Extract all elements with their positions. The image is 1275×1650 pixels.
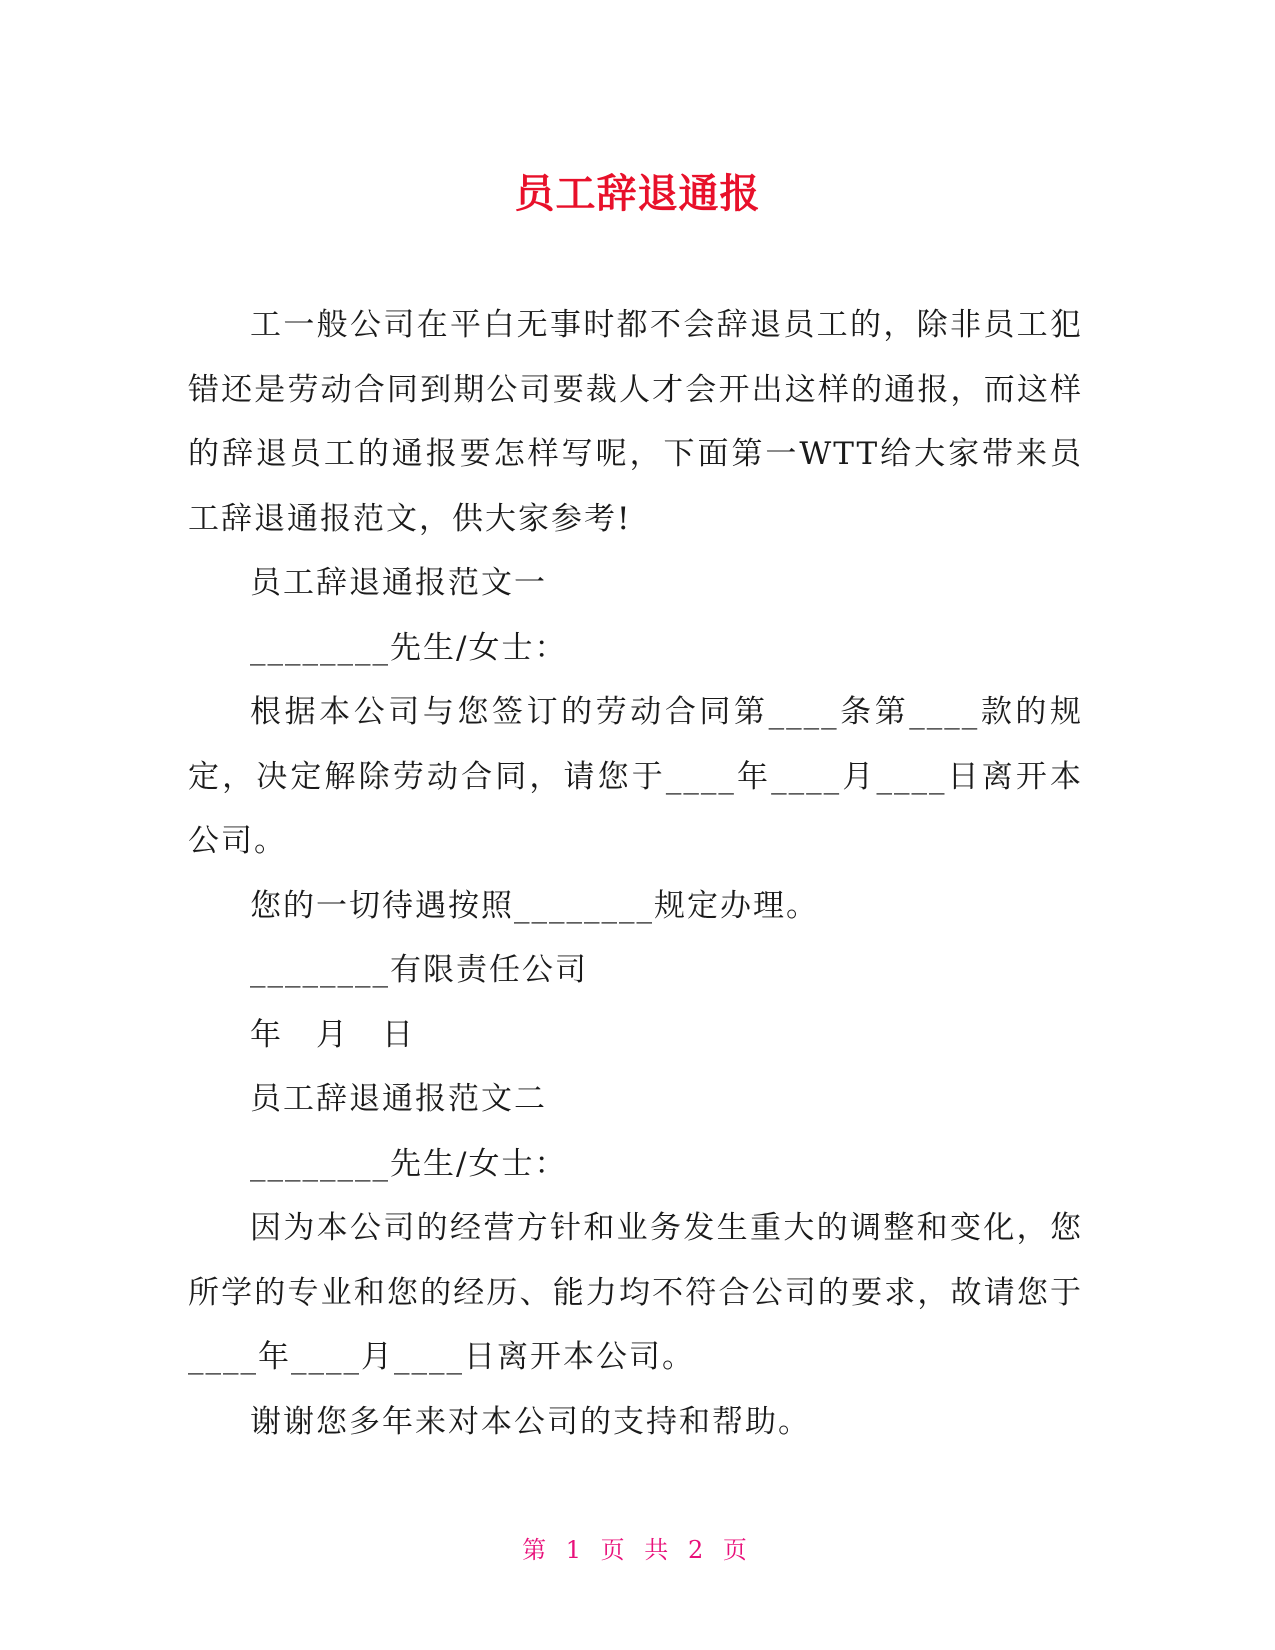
section-heading-sample-two: 员工辞退通报范文二 [250, 1081, 547, 1117]
salutation-two: ________先生/女士： [250, 1145, 568, 1182]
thanks-paragraph: 谢谢您多年来对本公司的支持和帮助。 [250, 1403, 811, 1440]
intro-paragraph: 工一般公司在平白无事时都不会辞退员工的，除非员工犯错还是劳动合同到期公司要裁人才会开出这样的通报，而这样的辞退员工的通报要怎样写呢，下面第一WTT给大家带来员工辞退通报范文，供大家参考! [188, 307, 1083, 537]
notice-paragraph-two: 因为本公司的经营方针和业务发生重大的调整和变化，您所学的专业和您的经历、能力均不符合公司的要求，故请您于____年____月____日离开本公司。 [188, 1210, 1083, 1375]
section-heading-sample-one: 员工辞退通报范文一 [250, 565, 547, 601]
treatment-paragraph: 您的一切待遇按照________规定办理。 [250, 887, 819, 924]
document-body [188, 293, 1083, 1454]
company-signature: ________有限责任公司 [250, 952, 588, 988]
salutation-one: ________先生/女士： [250, 629, 568, 666]
page-footer: 第 1 页 共 2 页 [522, 1536, 753, 1564]
notice-paragraph-one: 根据本公司与您签订的劳动合同第____条第____款的规定，决定解除劳动合同，请您于____年____月____日离开本公司。 [188, 694, 1083, 859]
date-line: 年 月 日 [250, 1016, 415, 1053]
document-title: 员工辞退通报 [514, 171, 761, 217]
